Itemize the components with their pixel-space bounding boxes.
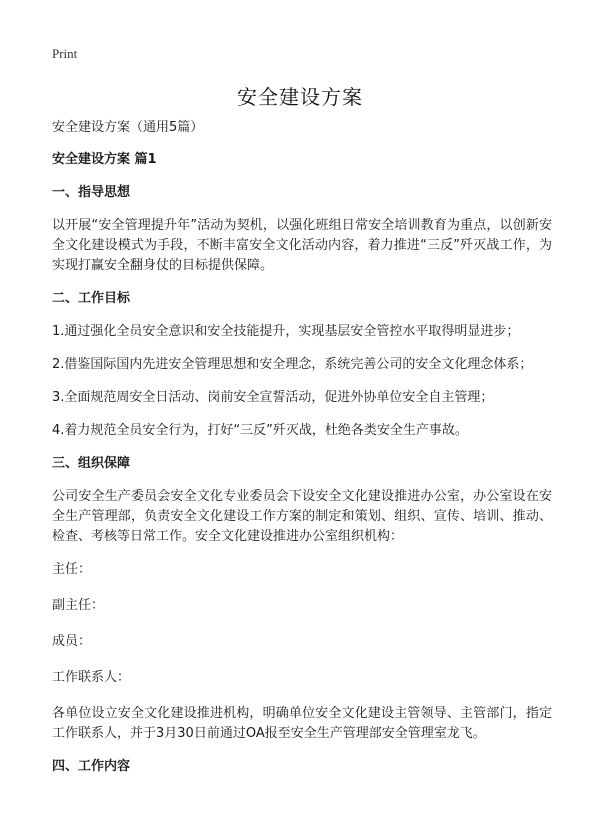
section-heading-work-goals: 二、工作目标 [52,291,131,306]
goal-item: 2.借鉴国际国内先进安全管理思想和安全理念，系统完善公司的安全文化理念体系； [52,357,533,372]
section-heading-work-content: 四、工作内容 [52,759,131,774]
section-paragraph: 以开展“安全管理提升年”活动为契机，以强化班组日常安全培训教育为重点，以创新安全文化建设模式为手段，不断丰富安全文化活动内容，着力推进“三反”歼灭战工作，为实现打赢安全翻身仗的目标提供保障。 [52,218,552,273]
document-subtitle: 安全建设方案（通用5篇） [52,120,204,135]
article-heading: 安全建设方案 篇1 [52,152,157,167]
section-heading-organization: 三、组织保障 [52,456,131,471]
section-paragraph: 各单位设立安全文化建设推进机构，明确单位安全文化建设主管领导、主管部门，指定工作联系人，并于3月30日前通过OA报至安全生产管理部安全管理室龙飞。 [52,706,552,741]
document-body [52,118,552,790]
field-director: 主任： [52,562,92,577]
section-heading-guiding-ideology: 一、指导思想 [52,185,131,200]
field-contact-person: 工作联系人： [52,670,131,685]
print-label: Print [52,46,78,61]
field-members: 成员： [52,634,92,649]
field-deputy-director: 副主任： [52,598,105,613]
goal-item: 4.着力规范全员安全行为，打好“三反”歼灭战，杜绝各类安全生产事故。 [52,423,468,438]
section-paragraph: 公司安全生产委员会安全文化专业委员会下设安全文化建设推进办公室，办公室设在安全生产管理部，负责安全文化建设工作方案的制定和策划、组织、宣传、培训、推动、检查、考核等日常工作。安全文化建设推进办公室组织机构： [52,489,552,544]
document-title: 安全建设方案 [237,85,363,109]
goal-item: 3.全面规范周安全日活动、岗前安全宣誓活动，促进外协单位安全自主管理； [52,390,494,405]
goal-item: 1.通过强化全员安全意识和安全技能提升，实现基层安全管控水平取得明显进步； [52,324,520,339]
